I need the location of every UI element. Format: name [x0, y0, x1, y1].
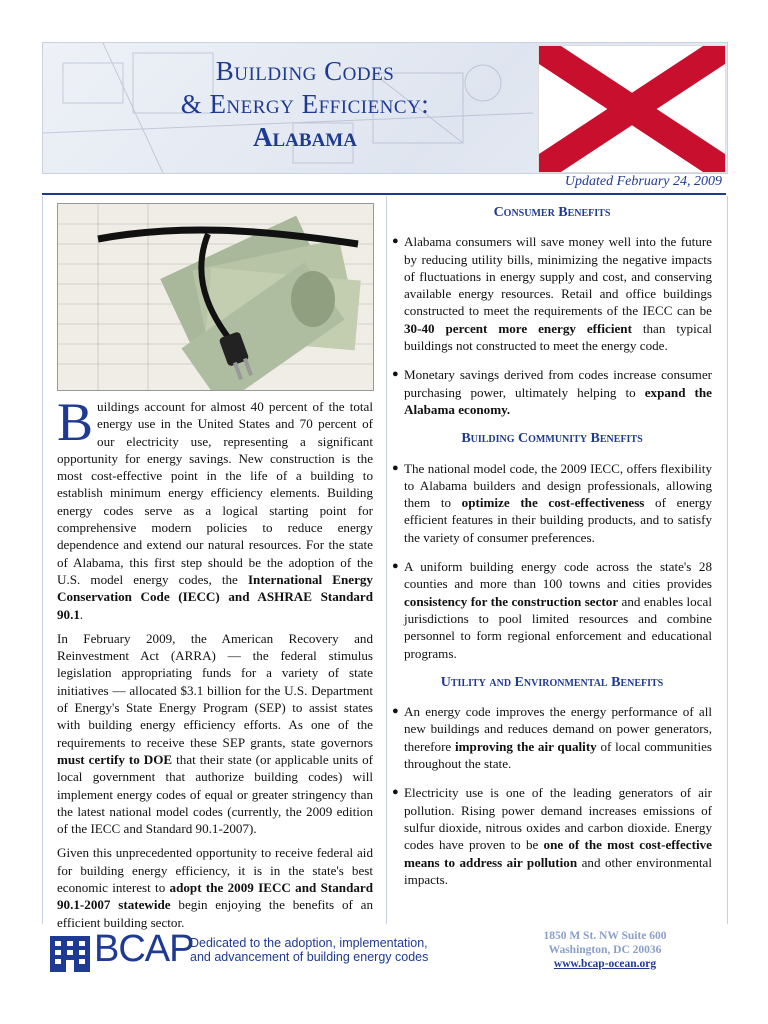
money-and-plug-photo — [57, 203, 374, 391]
header-banner — [42, 42, 728, 174]
bullet-icon: ● — [392, 786, 399, 799]
page-title — [135, 55, 475, 154]
header-divider — [42, 193, 726, 195]
list-item: ● A uniform building energy code across the state's 28 counties and more than 100 towns and cities provides consistency for the construction sector and enables local jurisdictions to pool limited resources and combine personnel to form regional enforcement and educational programs. — [392, 559, 712, 661]
bullet-icon: ● — [392, 368, 399, 381]
arra-paragraph: In February 2009, the American Recovery and Reinvestment Act (ARRA) — the federal stimulus legislation appropriating funds for a variety of state initiatives — allocated $3.1 billion for the U.S. Department of Energy's State Energy Program (SEP) to assist states with building energy efficiency efforts. As one of the requirements to receive these SEP grants, state governors must certify to DOE that their state (or applicable units of local government that authorize building codes) will implement energy codes of equal or greater stringency than the latest national model codes (currently, the 2009 edition of the IECC and Standard 90.1-2007). — [57, 630, 373, 837]
updated-date: Updated February 24, 2009 — [564, 174, 722, 189]
drop-cap: B — [57, 392, 94, 452]
alabama-flag-image — [538, 45, 726, 173]
list-item: ● Alabama consumers will save money well into the future by reducing utility bills, minimizing the negative impacts of fluctuations in energy supply and cost, and conserving available energy resources. Retail and office buildings constructed to meet the requirements of the IECC can be 30-40 percent more energy efficient than typical buildings not constructed to meet the energy code. — [392, 234, 712, 354]
bullet-icon: ● — [392, 235, 399, 248]
bcap-tagline: Dedicated to the adoption, implementation, and advancement of building energy codes — [190, 936, 429, 964]
bcap-brand: BCAP — [94, 928, 194, 970]
list-item: ● The national model code, the 2009 IECC, offers flexibility to Alabama builders and design professionals, allowing them to optimize the cost-effectiveness of energy efficient features in their building products, and to satisfy the variety of consumer preferences. — [392, 460, 713, 545]
section-heading-environment: Utility and Environmental Benefits — [440, 674, 664, 690]
bullet-icon: ● — [392, 705, 399, 718]
opportunity-paragraph: Given this unprecedented opportunity to receive federal aid for building energy efficiency, it is in the state's best economic interest to adopt the 2009 IECC and Standard 90.1-2007 statewide begin enjoying the benefits of an efficient building sector. — [57, 845, 373, 930]
section-heading-consumer: Consumer Benefits — [493, 205, 611, 220]
intro-paragraph: Buildings account for almost 40 percent of the total energy use in the United States and 70 percent of our electricity use, representing a significant opportunity for energy savings. New construction is the most cost-effective point in the life of a building to establish minimum energy efficiency elements. Building energy codes serve as a logical starting point for comprehensive modern policies to reduce energy dependence and extend our natural resources. For the state of Alabama, this first step should be the adoption of the U.S. model energy codes, the International Energy Conservation Code (IECC) and ASHRAE Standard 90.1. — [57, 392, 373, 622]
column-separator — [386, 196, 387, 924]
list-item: ● Monetary savings derived from codes increase consumer purchasing power, ultimately helping to expand the Alabama economy. — [392, 367, 712, 417]
contact-address: 1850 M St. NW Suite 600 Washington, DC 20036 www.bcap-ocean.org — [543, 930, 667, 970]
title-line-1: Building Codes — [215, 56, 395, 86]
benefits-column — [392, 200, 712, 900]
title-line-3: Alabama — [253, 122, 357, 152]
bullet-icon: ● — [392, 560, 399, 573]
title-line-2: & Energy Efficiency: — [180, 89, 430, 119]
website-link[interactable]: www.bcap-ocean.org — [553, 958, 657, 970]
bullet-icon: ● — [392, 461, 399, 474]
intro-column — [57, 392, 373, 938]
list-item: ● Electricity use is one of the leading generators of air pollution. Rising power demand increases emissions of sulfur dioxide, nitrous oxides and carbon dioxide. Energy codes have proven to be one of the most cost-effective means to address air pollution and other environmental impacts. — [392, 785, 712, 887]
section-heading-community: Building Community Benefits — [461, 431, 643, 447]
list-item: ● An energy code improves the energy performance of all new buildings and reduces demand on power generators, therefore improving the air quality of local communities throughout the state. — [392, 704, 712, 772]
bcap-building-logo — [48, 932, 92, 974]
